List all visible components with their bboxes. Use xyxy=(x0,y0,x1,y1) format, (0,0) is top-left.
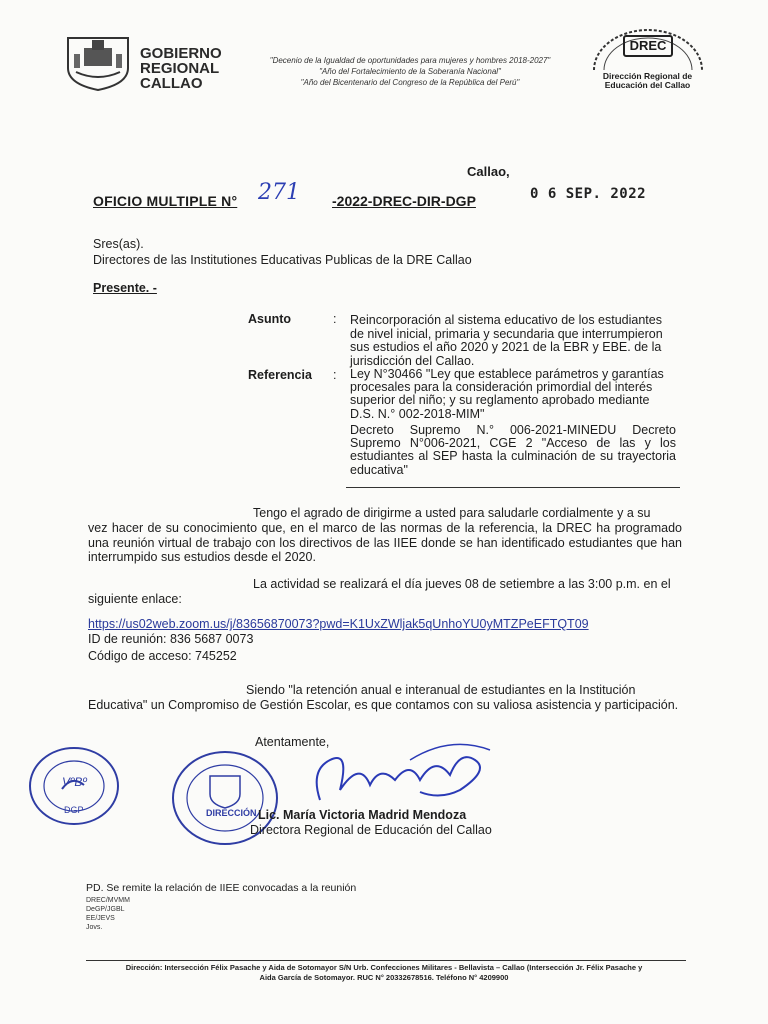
salutation: Sres(as). xyxy=(93,237,144,251)
paragraph-3-first-line: Siendo "la retención anual e interanual de estudiantes en la Institución xyxy=(246,683,636,697)
referencia-label: Referencia xyxy=(248,368,312,382)
motto-line: "Año del Fortalecimiento de la Soberanía Nacional" xyxy=(319,67,501,76)
motto-line: "Año del Bicentenario del Congreso de la República del Perú" xyxy=(300,78,520,87)
organization-name xyxy=(140,46,250,91)
footer-line: Dirección: Intersección Félix Pasache y Aida de Sotomayor S/N Urb. Confecciones Militares - Bellavista – Callao (Intersección Jr. Félix Pasache y xyxy=(125,963,643,972)
signer-name: Lic. María Victoria Madrid Mendoza xyxy=(258,808,467,822)
direccion-stamp-center: DIRECCIÓN xyxy=(206,808,257,818)
asunto-text: Reincorporación al sistema educativo de los estudiantes de nivel inicial, primaria y secundaria que interrumpieron sus estudios el año 2020 y 2021 de la EBR y EBE. de la jurisdicción del Callao. xyxy=(350,313,663,368)
signer-title: Directora Regional de Educación del Callao xyxy=(250,823,492,837)
initials-block xyxy=(86,896,130,932)
oficio-label: OFICIO MULTIPLE N° xyxy=(93,193,238,209)
org-name-line: CALLAO xyxy=(140,75,203,92)
postscript: PD. Se remite la relación de IIEE convocadas a la reunión xyxy=(86,882,357,894)
paragraph-2-first-line: La actividad se realizará el día jueves 08 de setiembre a las 3:00 p.m. en el xyxy=(253,577,671,591)
referencia-law: Ley N°30466 "Ley que establece parámetros y garantías procesales para la consideración primordial del interés superior del niño; y su reglamento aprobado mediante D.S. N.° 002-2018-MIM" xyxy=(350,367,664,421)
place-label: Callao, xyxy=(467,164,510,179)
date-stamp: 0 6 SEP. 2022 xyxy=(530,186,647,202)
paragraph-1: vez hacer de su conocimiento que, en el marco de las normas de la referencia, la DREC ha programado una reunión virtual de trabajo con los directivos de las IIEE donde se han identificado estudiantes que han interrumpido sus estudios desde el 2020. xyxy=(88,521,682,564)
drec-name-line: Dirección Regional de xyxy=(602,71,693,81)
referencia-decree: Decreto Supremo N.° 006-2021-MINEDU Decreto Supremo N°006-2021, CGE 2 "Acceso de las y los estudiantes al SEP hasta la culminación de su trayectoria educativa" xyxy=(350,423,676,477)
vobo-stamp-center: VºBº xyxy=(62,775,87,789)
paragraph-1-first-line: Tengo el agrado de dirigirme a usted para saludarle cordialmente y a su xyxy=(253,506,651,520)
meeting-id: ID de reunión: 836 5687 0073 xyxy=(88,632,254,646)
drec-name-line: Educación del Callao xyxy=(604,80,691,90)
vobo-stamp xyxy=(26,745,122,827)
zoom-meeting-link[interactable]: https://us02web.zoom.us/j/83656870073?pwd=K1UxZWljak5qUnhoYU0yMTZPeEFTQT09 xyxy=(88,617,589,631)
motto-line: "Decenio de la Igualdad de oportunidades para mujeres y hombres 2018-2027" xyxy=(269,56,551,65)
recipient-line: Directores de las Institutiones Educativas Publicas de la DRE Callao xyxy=(93,253,472,267)
referencia-divider xyxy=(346,487,680,488)
footer-address xyxy=(86,963,682,983)
paragraph-3: Educativa" un Compromiso de Gestión Escolar, es que contamos con su valiosa asistencia y participación. xyxy=(88,698,679,712)
initials-line: DeGP/JGBL xyxy=(86,906,125,913)
drec-badge: DREC xyxy=(629,38,667,53)
org-name-line: GOBIERNO xyxy=(140,45,222,62)
footer-line: Aida García de Sotomayor. RUC N° 20332678516. Teléfono N° 4209900 xyxy=(259,973,509,982)
org-name-line: REGIONAL xyxy=(140,60,220,77)
handwritten-signature xyxy=(300,730,500,810)
asunto-separator: : xyxy=(333,312,337,326)
asunto-label: Asunto xyxy=(248,312,292,326)
drec-logo xyxy=(586,22,710,74)
drec-name xyxy=(585,72,710,90)
paragraph-2: siguiente enlace: xyxy=(88,592,182,606)
initials-line: Jovs. xyxy=(86,924,103,931)
closing-greeting: Atentamente, xyxy=(255,735,330,749)
year-mottos xyxy=(255,55,565,88)
initials-line: EE/JEVS xyxy=(86,915,115,922)
referencia-separator: : xyxy=(333,368,337,382)
presente-label: Presente. - xyxy=(93,281,157,295)
oficio-number: 271 xyxy=(258,180,300,205)
access-code: Código de acceso: 745252 xyxy=(88,649,237,663)
regional-government-logo xyxy=(62,30,134,92)
initials-line: DREC/MVMM xyxy=(86,897,130,904)
footer-divider xyxy=(86,960,686,961)
oficio-code: -2022-DREC-DIR-DGP xyxy=(332,193,476,209)
vobo-stamp-bottom: DGP xyxy=(64,805,84,815)
